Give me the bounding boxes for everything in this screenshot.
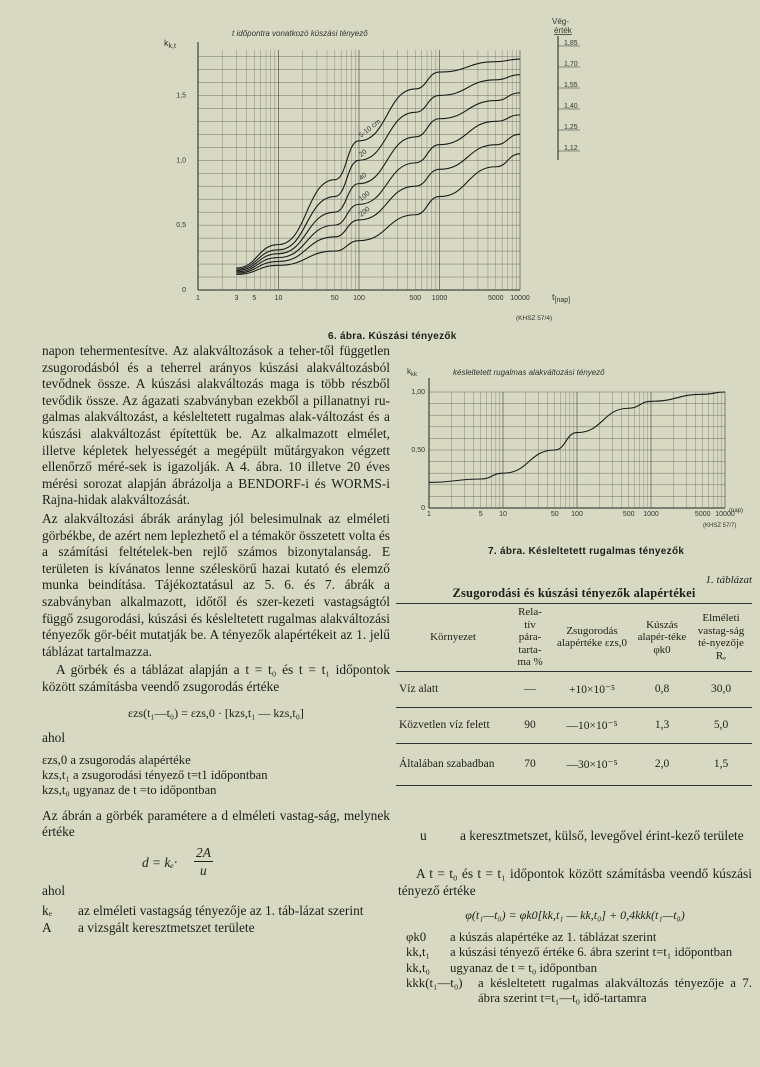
def-kzs-t0: kzs,t₀ ugyanaz de t =to időpontban xyxy=(42,782,217,797)
cell-creep: 0,8 xyxy=(654,683,670,695)
def-a xyxy=(42,920,390,937)
formula-d-num: 2A xyxy=(194,845,213,863)
fig6-ytick-label: 1,5 xyxy=(176,92,186,100)
th-thickness: Elméleti vastag-ság té-nyezője Rₑ xyxy=(697,612,745,662)
cell-env: Közvetlen víz felett xyxy=(399,719,490,731)
fig6-end-value: 1,40 xyxy=(564,103,578,110)
def-kkk xyxy=(398,976,752,1007)
fig7-xlabel: (nap) xyxy=(729,508,744,514)
cell-hum: 70 xyxy=(524,758,536,770)
paragraph-1: napon tehermentesítve. Az alakváltozások a teher-től független zsugorodásból és a teherrel arányos kúszási alakváltozásból tevődnek össze. A kúszási alakváltozás maga is több részből tevődik össze. Az ágazati szabványban ezekből a pillanatnyi ru-galmas alakváltozást, a késleltetett rugalmas alak-változást és a kúszási alakváltozást építettük be. Az alkalmazott elmélet, illetve képletek helyességét a megépült műtárgyakon végzett ellenőrző méré-sek is igazolják. A 4. ábra. 10 illetve 20 éves mérési sorozat alapján ábrázolja a BENDORF-i és WORMS-i Rajna-hidak alakváltozását. xyxy=(42,343,390,508)
formula-d-left: d = kₑ· xyxy=(142,854,178,870)
fig6-caption: 6. ábra. Kúszási tényezők xyxy=(328,331,457,342)
fig6-end-value: 1,55 xyxy=(564,82,578,89)
table-title: Zsugorodási és kúszási tényezők alapértékei xyxy=(452,586,696,600)
fig6-end-value: 1,25 xyxy=(564,124,578,131)
cell-shr: +10×10⁻⁵ xyxy=(568,684,616,696)
defs-2 xyxy=(42,903,390,936)
def-u-text: a keresztmetszet, külső, levegővel érint-kező területe xyxy=(460,828,744,843)
fig6-ytick-label: 1,0 xyxy=(176,157,186,165)
def-kkk-text: a késleltetett rugalmas alakváltozás tényezője a 7. ábra szerint t=t₁—t₀ idő-tartamra xyxy=(478,976,752,1006)
cell-thk: 5,0 xyxy=(713,719,729,731)
fig6-xlabel: $t_{[nap]}$ xyxy=(552,292,571,304)
para-k-block xyxy=(398,866,752,1007)
fig7-xtick-label: 10000 xyxy=(715,511,735,518)
fig6-xtick-label: 5000 xyxy=(487,295,504,302)
table-row xyxy=(396,707,752,743)
paragraph-k: A t = t₀ és t = t₁ időpontok között számításba veendő kúszási tényező értéke xyxy=(398,866,752,898)
fig7-xtick-label: 100 xyxy=(571,511,583,518)
fig6-xtick-label: 50 xyxy=(330,295,339,302)
formula-d xyxy=(42,845,390,879)
fig6-stamp: (KHSZ 57/4) xyxy=(516,315,553,322)
ahol-1: ahol xyxy=(42,730,66,746)
left-column xyxy=(42,343,390,937)
cell-creep: 2,0 xyxy=(654,758,670,770)
paragraph-3: A görbék és a táblázat alapján a t = t₀ és t = t₁ időpontok között számításba veendő zsugorodás értéke xyxy=(42,662,390,694)
th-environment: Környezet xyxy=(430,631,476,643)
fig6-end-header-2: érték xyxy=(554,26,572,35)
def-a-sym: A xyxy=(42,920,52,936)
fig7-stamp: (KHSZ 57/7) xyxy=(703,523,737,529)
def-eps0: εzs,0 a zsugorodás alapértéke xyxy=(42,752,191,767)
formula-shrinkage: εzs(t₁—t₀) = εzs,0 · [kzs,t₁ — kzs,t₀] xyxy=(128,706,304,721)
cell-env: Víz alatt xyxy=(399,683,439,695)
fig6-curve-label: 100 xyxy=(357,190,372,203)
def-kkk-sym: kkk(t₁—t₀) xyxy=(406,976,463,990)
table-number: 1. táblázat xyxy=(705,574,752,586)
table-header-row xyxy=(396,604,752,672)
defs-3 xyxy=(398,930,752,1007)
fig6-xtick-label: 10000 xyxy=(510,295,530,302)
fig6-end-value: 1,70 xyxy=(564,61,578,68)
fig6-title: t időpontra vonatkozó kúszási tényező xyxy=(232,29,368,38)
fig6-xtick-label: 5 xyxy=(252,295,257,302)
fig7-title: késleltetett rugalmas alakváltozási tényező xyxy=(453,368,605,377)
fig7-xtick-label: 1000 xyxy=(643,511,659,518)
fig6-series-line-4 xyxy=(236,134,520,273)
th-shrinkage: Zsugorodás alapértéke εzs,0 xyxy=(557,624,627,650)
def-kkt1-sym: kk,t₁ xyxy=(406,945,431,960)
cell-shr: —10×10⁻⁵ xyxy=(566,720,618,732)
cell-creep: 1,3 xyxy=(654,719,670,731)
formula-creep: φ(t₁—t₀) = φk0[kk,t₁ — kk,t₀] + 0,4kkk(t₁—t₀) xyxy=(465,908,685,923)
def-phik0-sym: φk0 xyxy=(406,929,427,944)
fig6-curve-label: 200 xyxy=(357,205,372,219)
def-ke-sym: kₑ xyxy=(42,903,53,919)
fig7-xtick-label: 1 xyxy=(427,511,431,518)
fig6-xtick-label: 3 xyxy=(234,295,239,302)
cell-thk: 30,0 xyxy=(710,683,732,695)
formula-d-den: u xyxy=(200,862,207,878)
fig7-ytick-label: 0 xyxy=(421,505,425,512)
fig6-ytick-label: 0,5 xyxy=(176,222,186,230)
table-1 xyxy=(396,603,752,786)
fig6-xtick-label: 1 xyxy=(196,295,200,302)
ahol-2: ahol xyxy=(42,882,66,898)
cell-env: Általában szabadban xyxy=(399,758,495,770)
cell-thk: 1,5 xyxy=(713,758,729,770)
def-phik0 xyxy=(398,930,752,945)
cell-hum: 90 xyxy=(524,719,536,731)
cell-shr: —30×10⁻⁵ xyxy=(566,759,618,771)
def-ke xyxy=(42,903,390,920)
right-column xyxy=(420,828,752,845)
fig6-xtick-label: 10 xyxy=(274,295,283,302)
figure-6 xyxy=(150,10,750,340)
fig7-xtick-label: 10 xyxy=(499,511,507,518)
figure-7 xyxy=(395,362,755,542)
fig6-curve-label: 40 xyxy=(357,171,369,183)
fig6-curve-label: 5-10 cm xyxy=(357,118,383,140)
fig6-xtick-label: 500 xyxy=(409,295,422,302)
fig6-xtick-label: 100 xyxy=(353,295,365,302)
def-phik0-text: a kúszás alapértéke az 1. táblázat szerint xyxy=(450,929,657,944)
def-u xyxy=(420,828,752,845)
table-row xyxy=(396,743,752,785)
cell-hum: — xyxy=(524,683,536,695)
fig7-ylabel: $k_{kk}$ xyxy=(407,367,417,378)
def-kzs-t1: kzs,t₁ a zsugorodási tényező t=t1 időpontban xyxy=(42,767,268,782)
def-ke-text: az elméleti vastagság tényezője az 1. táb-lázat szerint xyxy=(78,903,364,919)
fig6-end-value: 1,12 xyxy=(564,145,578,152)
fig6-end-value: 1,85 xyxy=(564,40,578,47)
fig6-curve-label: 20 xyxy=(357,148,369,159)
fig6-end-header-1: Vég- xyxy=(552,17,569,26)
fig7-caption: 7. ábra. Késleltetett rugalmas tényezők xyxy=(488,546,685,557)
def-kkt1-text: a kúszási tényező értéke 6. ábra szerint t=t₁ időpontban xyxy=(450,945,733,960)
def-kkt0 xyxy=(398,961,752,976)
fig6-ylabel: $k_{k,t}$ xyxy=(164,38,176,50)
fig7-ytick-label: 1,00 xyxy=(411,389,425,396)
fig7-xtick-label: 500 xyxy=(622,511,635,518)
def-a-text: a vizsgált keresztmetszet területe xyxy=(78,920,255,936)
paragraph-2: Az alakváltozási ábrák aránylag jól belesimulnak az elméleti görbékbe, de azért nem leplezhető el a témakör összetett volta és a számítási feltételek-ben rejlő számos bizonytalanság. E területen is kívánatos lenne széleskörű hazai kutató és elemző munka beindítása. Tájékoztatásul az 5. 6. és 7. ábrák a szabványban alkalmazott, időtől és szer-kezeti vastagságtól függő zsugorodási, kúszási és késleltetett rugalmas alakváltozási tényezők gör-béit mutatják be. A tényezők alapértékeit az 1. jelű táblázat tartalmazza. xyxy=(42,510,390,659)
table-1-block xyxy=(396,574,752,786)
fig7-xtick-label: 50 xyxy=(550,511,559,518)
paragraph-d: Az ábrán a görbék paramétere a d elméleti vastag-ság, melynek értéke xyxy=(42,807,390,840)
fig6-xtick-label: 1000 xyxy=(431,295,448,302)
fig6-series-line-0 xyxy=(236,59,520,268)
fig6-series-line-3 xyxy=(236,115,520,272)
def-kkt0-sym: kk,t₀ xyxy=(406,960,431,975)
fig7-xtick-label: 5000 xyxy=(694,511,711,518)
fig6-series-line-5 xyxy=(236,154,520,275)
def-u-sym: u xyxy=(420,828,427,843)
def-kkt1 xyxy=(398,945,752,960)
fig7-xtick-label: 5 xyxy=(478,511,483,518)
fig7-ytick-label: 0,50 xyxy=(411,447,425,454)
fig6-ytick-label: 0 xyxy=(182,287,186,294)
defs-1 xyxy=(42,753,390,798)
table-row xyxy=(396,671,752,707)
th-creep: Kúszás alapér-téke φk0 xyxy=(637,618,687,656)
th-humidity: Rela-tív pára-tarta-ma % xyxy=(517,606,543,668)
def-kkt0-text: ugyanaz de t = t₀ időpontban xyxy=(450,960,598,975)
